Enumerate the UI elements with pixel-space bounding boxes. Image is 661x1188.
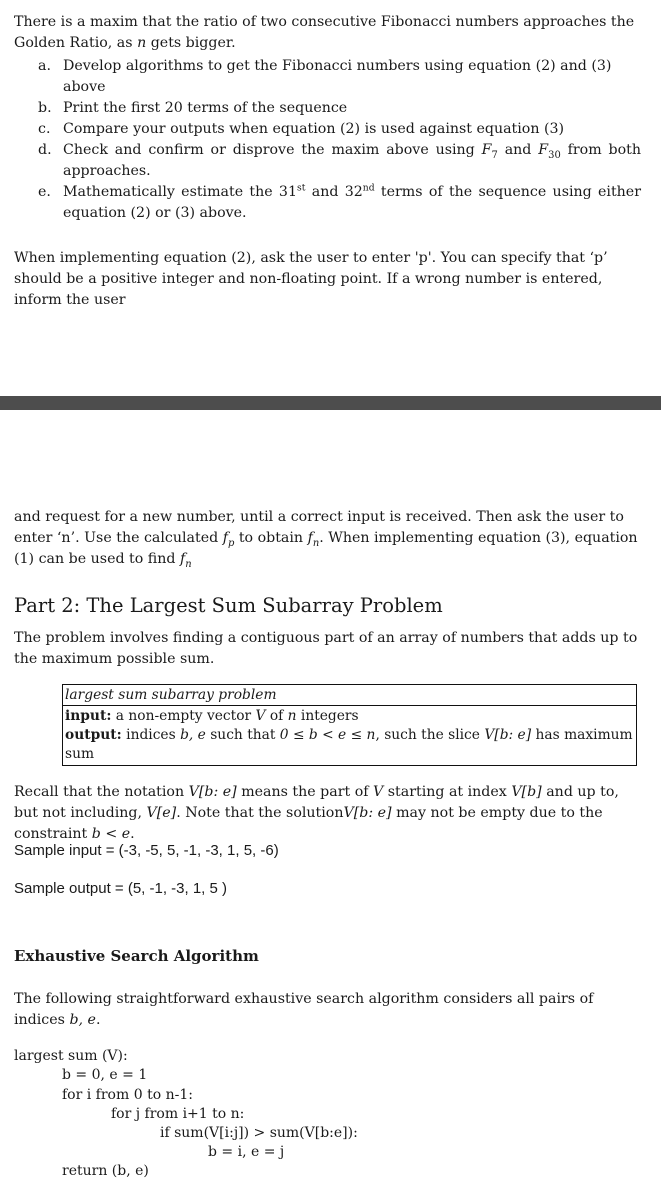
algorithm-desc-text: .: [95, 1012, 101, 1028]
math-V: V: [373, 784, 384, 800]
impl-text: and request for a new number, until a correct input is received. Then ask the user to enter ‘n’. Use the calculated: [14, 509, 624, 546]
list-item: [38, 140, 641, 182]
math-inequality: 0 ≤ b < e ≤ n: [279, 727, 376, 743]
intro-text-end: gets bigger.: [146, 35, 236, 51]
math-fp: f: [222, 530, 228, 546]
output-label: output:: [65, 727, 122, 743]
list-item: [38, 119, 641, 140]
problem-definition-box: [62, 684, 637, 766]
problem-box-title: largest sum subarray problem: [63, 685, 636, 706]
list-item-label: b.: [38, 100, 52, 116]
recall-paragraph: [14, 782, 643, 845]
code-line: for j from i+1 to n:: [111, 1106, 245, 1122]
code-line: return (b, e): [62, 1163, 149, 1179]
math-fp-sub: p: [227, 537, 235, 549]
list-item-label: d.: [38, 142, 52, 158]
list-item-label: c.: [38, 121, 51, 137]
math-be: b, e: [69, 1012, 96, 1028]
algorithm-title: Exhaustive Search Algorithm: [14, 947, 259, 965]
recall-text: starting at index: [383, 784, 512, 800]
math-f30: F: [538, 142, 549, 158]
impl-text: to obtain: [234, 530, 308, 546]
output-text: indices: [121, 727, 181, 743]
problem-input-line: [65, 707, 633, 726]
code-line: b = 0, e = 1: [62, 1067, 148, 1083]
intro-var-n: n: [137, 35, 147, 51]
math-be: b, e: [180, 727, 206, 743]
math-slice: V[b: e]: [484, 727, 532, 743]
problem-box-body: [63, 706, 636, 765]
algorithm-description: [14, 989, 643, 1031]
sample-input: Sample input = (-3, -5, 5, -1, -3, 1, 5, -6): [14, 842, 279, 859]
task-list: [38, 56, 641, 224]
impl-text: . When implementing equation (3), equation (1) can be used to find: [14, 530, 638, 567]
list-item-text: Mathematically estimate the 31: [63, 184, 297, 200]
output-text: , such the slice: [375, 727, 485, 743]
list-item-text: and 32: [305, 184, 363, 200]
output-text: has maximum sum: [65, 727, 633, 762]
intro-text: There is a maxim that the ratio of two consecutive Fibonacci numbers approaches the Golden Ratio, as: [14, 14, 635, 51]
input-text: integers: [296, 708, 359, 724]
math-slice: V[b: e]: [188, 784, 237, 800]
list-item-text: Print the first 20 terms of the sequence: [63, 100, 348, 116]
math-fn-sub: n: [312, 537, 320, 549]
recall-text: Recall that the notation: [14, 784, 189, 800]
input-text: of: [265, 708, 288, 724]
list-item: [38, 98, 641, 119]
impl-paragraph-2: [14, 507, 643, 570]
list-item: [38, 56, 641, 98]
code-line: largest sum (V):: [14, 1048, 128, 1064]
list-item-text: and: [497, 142, 539, 158]
ordinal-st: st: [297, 182, 306, 194]
recall-text: .: [130, 826, 135, 842]
ordinal-nd: nd: [362, 182, 375, 194]
input-label: input:: [65, 708, 112, 724]
math-constraint: b < e: [91, 826, 131, 842]
recall-text: . Note that the solution: [176, 805, 344, 821]
math-n: n: [287, 708, 297, 724]
impl-paragraph-1: When implementing equation (2), ask the user to enter 'p'. You can specify that ‘p’ should be a positive integer and non-floating point. If a wrong number is entered, inform the user: [14, 250, 608, 308]
output-text: such that: [205, 727, 280, 743]
algorithm-desc-text: The following straightforward exhaustive search algorithm considers all pairs of indices: [14, 991, 594, 1028]
math-Ve: V[e]: [146, 805, 177, 821]
math-f30-sub: 30: [548, 149, 561, 161]
section-heading: Part 2: The Largest Sum Subarray Problem: [14, 594, 443, 617]
code-line: if sum(V[i:j]) > sum(V[b:e]):: [160, 1125, 358, 1141]
list-item-text: terms of the sequence using either equation (2) or (3) above.: [63, 184, 641, 221]
recall-text: may not be empty due to the constraint: [14, 805, 603, 842]
math-fn: f: [180, 551, 186, 567]
part2-intro: The problem involves finding a contiguous part of an array of numbers that adds up to the maximum possible sum.: [14, 630, 638, 667]
math-fn: f: [307, 530, 313, 546]
code-line: b = i, e = j: [208, 1144, 285, 1160]
code-line: for i from 0 to n-1:: [62, 1087, 193, 1103]
list-item-text: Compare your outputs when equation (2) is used against equation (3): [63, 121, 565, 137]
list-item-text: Check and confirm or disprove the maxim above using: [63, 142, 482, 158]
recall-text: and up to, but not including,: [14, 784, 619, 821]
list-item-label: e.: [38, 184, 51, 200]
list-item-text: from both approaches.: [63, 142, 642, 179]
problem-output-line: [65, 726, 633, 764]
list-item-text: Develop algorithms to get the Fibonacci numbers using equation (2) and (3) above: [63, 58, 612, 95]
input-text: a non-empty vector: [111, 708, 256, 724]
page-break-divider: [0, 396, 661, 410]
recall-text: means the part of: [236, 784, 374, 800]
intro-paragraph: [14, 12, 643, 54]
sample-output: Sample output = (5, -1, -3, 1, 5 ): [14, 880, 228, 897]
math-f7: F: [481, 142, 492, 158]
math-slice: V[b: e]: [343, 805, 392, 821]
list-item-label: a.: [38, 58, 51, 74]
math-V: V: [255, 708, 266, 724]
math-fn-sub: n: [185, 558, 192, 570]
list-item: [38, 182, 641, 224]
math-f7-sub: 7: [491, 149, 498, 161]
math-Vb: V[b]: [511, 784, 542, 800]
